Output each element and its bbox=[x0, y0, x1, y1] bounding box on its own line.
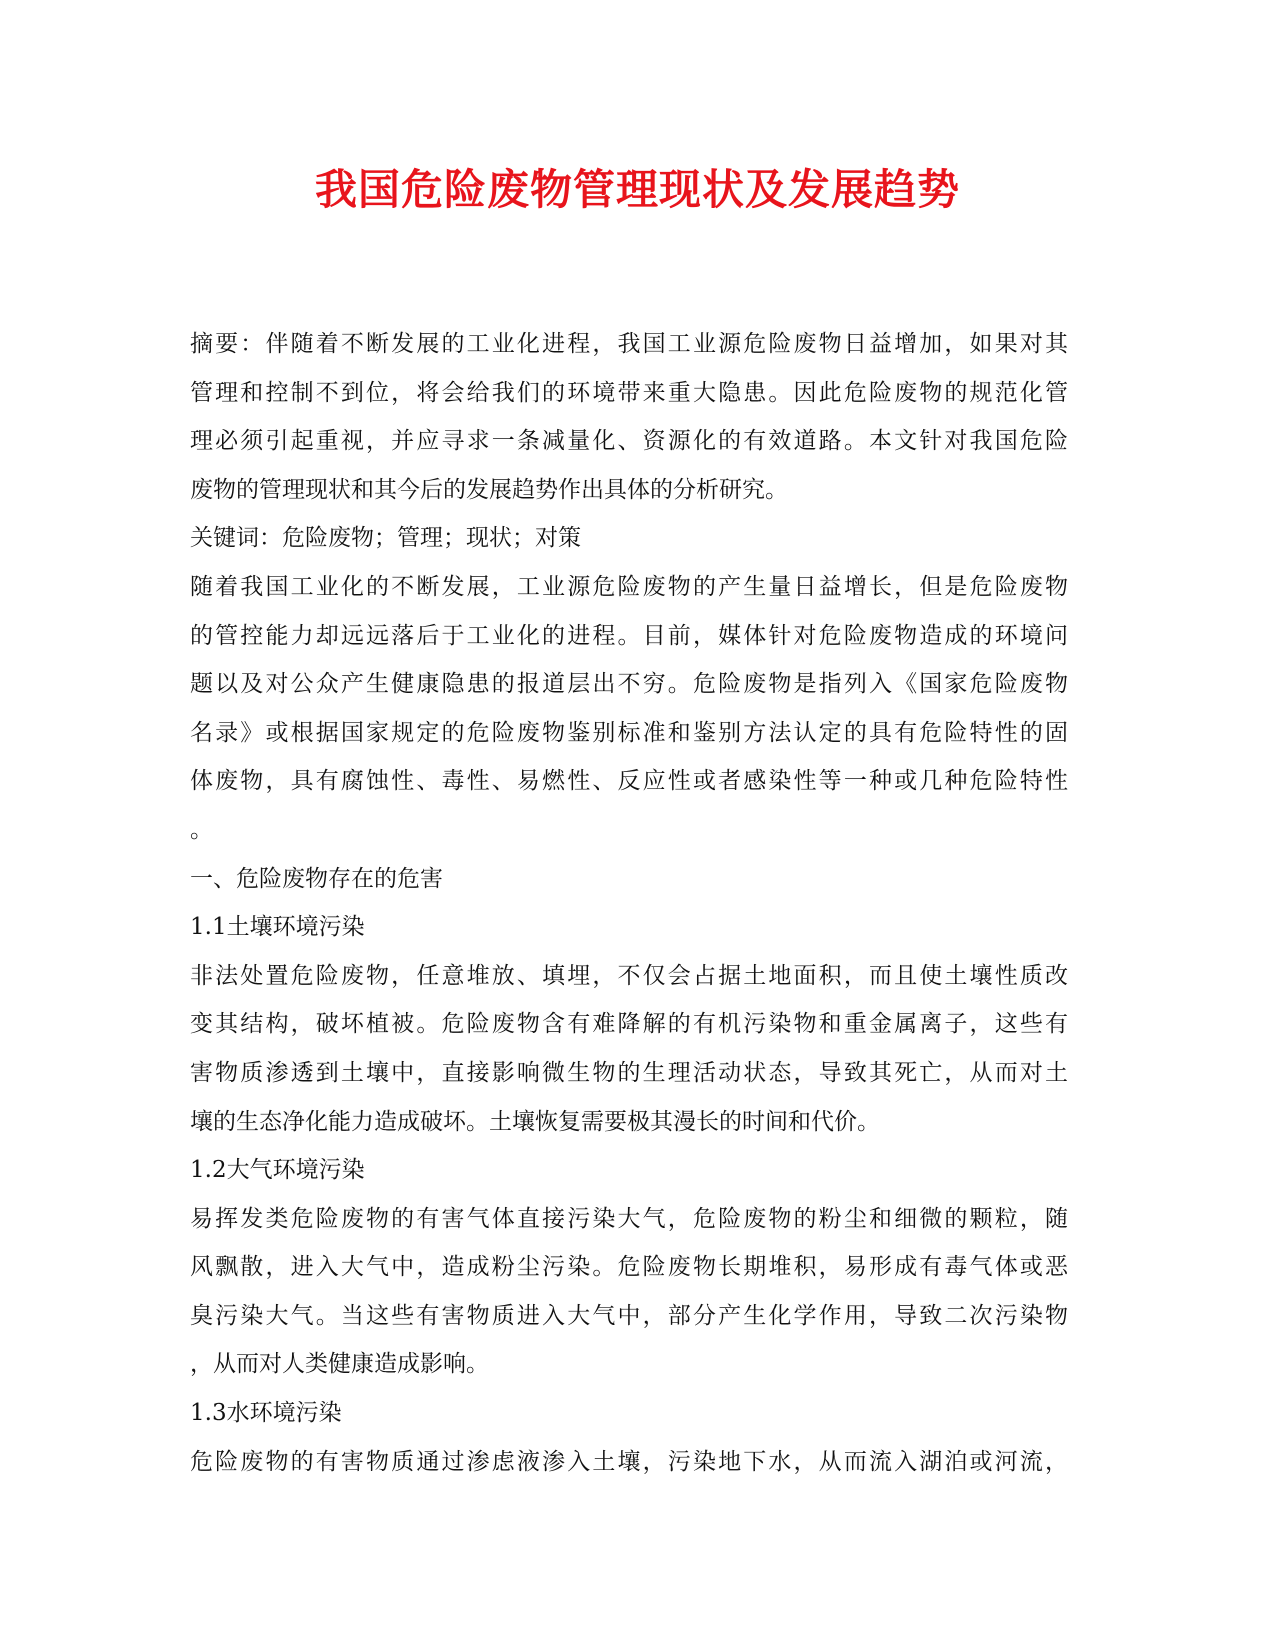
text-line: 风飘散，进入大气中，造成粉尘污染。危险废物长期堆积，易形成有毒气体或恶 bbox=[190, 1254, 1068, 1281]
text-line: ，从而对人类健康造成影响。 bbox=[190, 1351, 489, 1378]
text-line: 。 bbox=[190, 816, 213, 843]
keywords-line: 关键词：危险废物；管理；现状；对策 bbox=[190, 525, 581, 552]
text-line: 题以及对公众产生健康隐患的报道层出不穷。危险废物是指列入《国家危险废物 bbox=[190, 671, 1068, 698]
text-line: 危险废物的有害物质通过渗虑液渗入土壤，污染地下水，从而流入湖泊或河流， bbox=[190, 1448, 1068, 1475]
text-line: 臭污染大气。当这些有害物质进入大气中，部分产生化学作用，导致二次污染物 bbox=[190, 1302, 1068, 1329]
subsection-heading: 1.2大气环境污染 bbox=[190, 1157, 365, 1184]
text-line: 非法处置危险废物，任意堆放、填埋，不仅会占据土地面积，而且使土壤性质改 bbox=[190, 962, 1068, 989]
text-line: 管理和控制不到位，将会给我们的环境带来重大隐患。因此危险废物的规范化管 bbox=[190, 379, 1068, 406]
text-line: 理必须引起重视，并应寻求一条减量化、资源化的有效道路。本文针对我国危险 bbox=[190, 428, 1068, 455]
subsection-heading: 1.3水环境污染 bbox=[190, 1400, 342, 1427]
text-line: 体废物，具有腐蚀性、毒性、易燃性、反应性或者感染性等一种或几种危险特性 bbox=[190, 768, 1068, 795]
text-line: 壤的生态净化能力造成破坏。土壤恢复需要极其漫长的时间和代价。 bbox=[190, 1108, 880, 1135]
text-line: 易挥发类危险废物的有害气体直接污染大气，危险废物的粉尘和细微的颗粒，随 bbox=[190, 1205, 1068, 1232]
text-line: 变其结构，破坏植被。危险废物含有难降解的有机污染物和重金属离子，这些有 bbox=[190, 1011, 1068, 1038]
text-line: 的管控能力却远远落后于工业化的进程。目前，媒体针对危险废物造成的环境问 bbox=[190, 622, 1068, 649]
subsection-heading: 1.1土壤环境污染 bbox=[190, 914, 365, 941]
text-line: 摘要：伴随着不断发展的工业化进程，我国工业源危险废物日益增加，如果对其 bbox=[190, 331, 1068, 357]
document-title: 我国危险废物管理现状及发展趋势 bbox=[314, 165, 960, 214]
document-body bbox=[190, 320, 1068, 1486]
section-heading: 一、危险废物存在的危害 bbox=[190, 865, 443, 892]
text-line: 废物的管理现状和其今后的发展趋势作出具体的分析研究。 bbox=[190, 476, 788, 503]
text-line: 害物质渗透到土壤中，直接影响微生物的生理活动状态，导致其死亡，从而对土 bbox=[190, 1059, 1068, 1086]
text-line: 名录》或根据国家规定的危险废物鉴别标准和鉴别方法认定的具有危险特性的固 bbox=[190, 719, 1068, 746]
text-line: 随着我国工业化的不断发展，工业源危险废物的产生量日益增长，但是危险废物 bbox=[190, 573, 1068, 600]
